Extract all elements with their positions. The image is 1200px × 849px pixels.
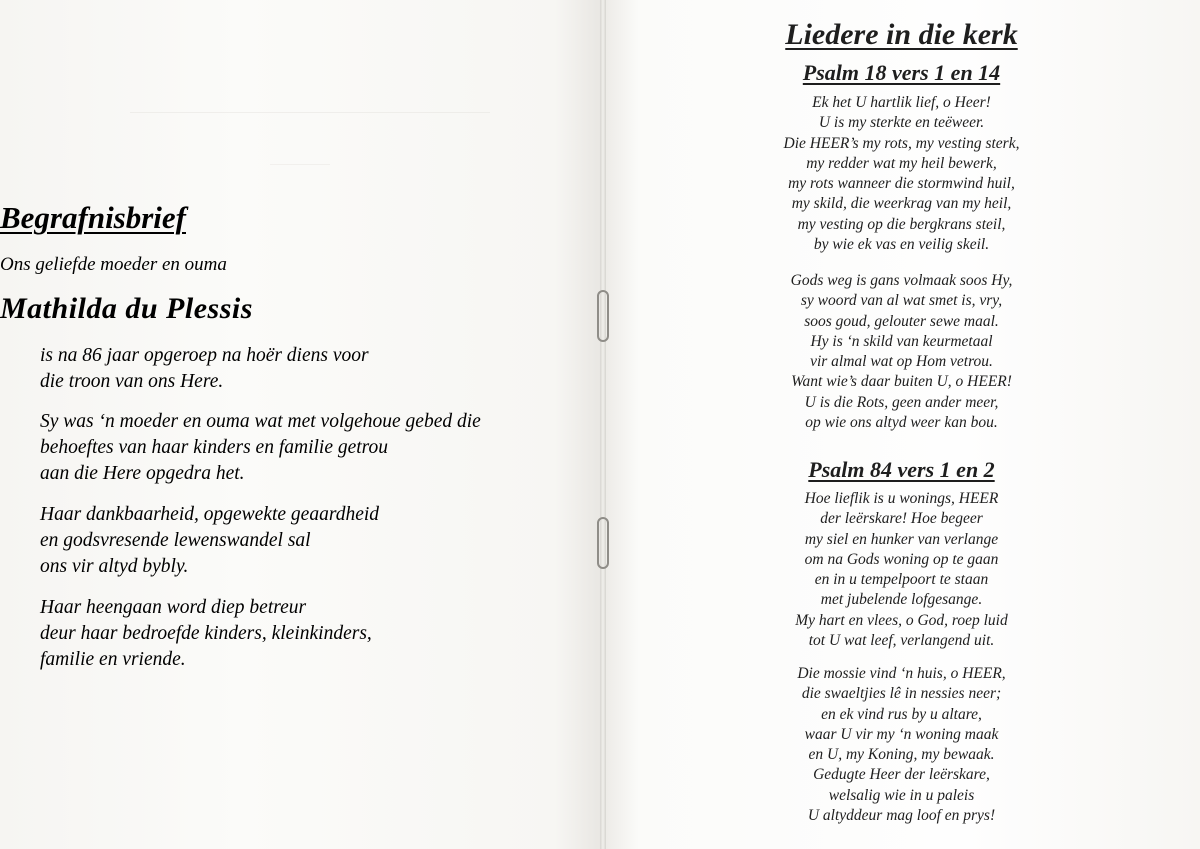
verse-line: Die mossie vind ‘n huis, o HEER,	[797, 665, 1006, 682]
verse-line: U altyddeur mag loof en prys!	[807, 807, 996, 825]
paragraph-line: behoeftes van haar kinders en familie getrou	[40, 437, 389, 458]
verse-line: my skild, die weerkrag van my heil,	[791, 195, 1012, 213]
verse-line: sy woord van al wat smet is, vry,	[800, 292, 1003, 310]
verse-line: Die HEER’s my rots, my vesting sterk,	[783, 134, 1020, 152]
paragraph-line: Haar dankbaarheid, opgewekte geaardheid	[40, 504, 380, 525]
psalm-84-verse-1	[603, 489, 1200, 651]
verse-line: by wie ek vas en veilig skeil.	[813, 236, 990, 254]
deceased-name: Mathilda du Plessis	[0, 292, 253, 325]
verse-line: en U, my Koning, my bewaak.	[808, 746, 995, 764]
paragraph-mourning	[40, 595, 563, 673]
verse-line: welsalig wie in u paleis	[828, 786, 975, 804]
paragraph-line: deur haar bedroefde kinders, kleinkinders,	[40, 623, 372, 644]
left-page-title: Begrafnisbrief	[0, 200, 186, 235]
verse-line: der leërskare! Hoe begeer	[820, 510, 983, 528]
verse-line: my redder wat my heil bewerk,	[806, 154, 997, 172]
verse-line: Ek het U hartlik lief, o Heer!	[812, 94, 991, 111]
verse-line: Hy is ‘n skild van keurmetaal	[810, 332, 993, 350]
verse-line: met jubelende lofgesange.	[820, 591, 983, 609]
verse-line: vir almal wat op Hom vetrou.	[810, 353, 993, 371]
verse-line: en ek vind rus by u altare,	[821, 705, 982, 723]
paragraph-passing	[40, 343, 563, 395]
show-through-decoration	[130, 88, 490, 113]
verse-line: en in u tempelpoort te staan	[814, 571, 989, 589]
paragraph-gratitude	[40, 502, 563, 580]
verse-line: My hart en vlees, o God, roep luid	[795, 611, 1008, 629]
verse-line: op wie ons altyd weer kan bou.	[805, 414, 998, 432]
paragraph-line: familie en vriende.	[40, 649, 186, 670]
verse-line: tot U wat leef, verlangend uit.	[808, 632, 995, 650]
psalm-84-heading: Psalm 84 vers 1 en 2	[808, 457, 995, 482]
verse-line: my rots wanneer die stormwind huil,	[788, 175, 1015, 193]
verse-line: U is die Rots, geen ander meer,	[804, 393, 999, 411]
psalm-18-verse-14	[603, 271, 1200, 433]
verse-line: soos goud, gelouter sewe maal.	[804, 312, 999, 330]
paragraph-line: die troon van ons Here.	[40, 371, 224, 392]
psalm-18-heading: Psalm 18 vers 1 en 14	[802, 60, 1001, 85]
left-page-subtitle: Ons geliefde moeder en ouma	[0, 254, 227, 275]
paragraph-line: Haar heengaan word diep betreur	[40, 597, 307, 618]
show-through-decoration	[270, 150, 330, 165]
verse-line: Hoe lieflik is u wonings, HEER	[804, 490, 999, 507]
verse-line: Gods weg is gans volmaak soos Hy,	[790, 272, 1013, 289]
psalm-18-verse-1	[603, 93, 1200, 255]
paragraph-line: Sy was ‘n moeder en ouma wat met volgehoue gebed die	[40, 411, 481, 432]
verse-line: U is my sterkte en teëweer.	[818, 114, 985, 132]
paragraph-line: aan die Here opgedra het.	[40, 463, 245, 484]
verse-line: my vesting op die bergkrans steil,	[797, 215, 1006, 233]
paragraph-prayer	[40, 409, 563, 487]
psalm-84-verse-2	[603, 664, 1200, 826]
verse-line: Gedugte Heer der leërskare,	[813, 766, 990, 784]
paragraph-line: is na 86 jaar opgeroep na hoër diens voor	[40, 345, 369, 366]
verse-line: my siel en hunker van verlange	[804, 530, 999, 548]
verse-line: waar U vir my ‘n woning maak	[804, 725, 999, 743]
paragraph-line: en godsvresende lewenswandel sal	[40, 530, 311, 551]
paragraph-line: ons vir altyd bybly.	[40, 556, 189, 577]
verse-line: die swaeltjies lê in nessies neer;	[801, 685, 1002, 703]
right-page-title: Liedere in die kerk	[785, 18, 1018, 51]
verse-line: Want wie’s daar buiten U, o HEER!	[791, 373, 1012, 391]
verse-line: om na Gods woning op te gaan	[804, 550, 999, 568]
